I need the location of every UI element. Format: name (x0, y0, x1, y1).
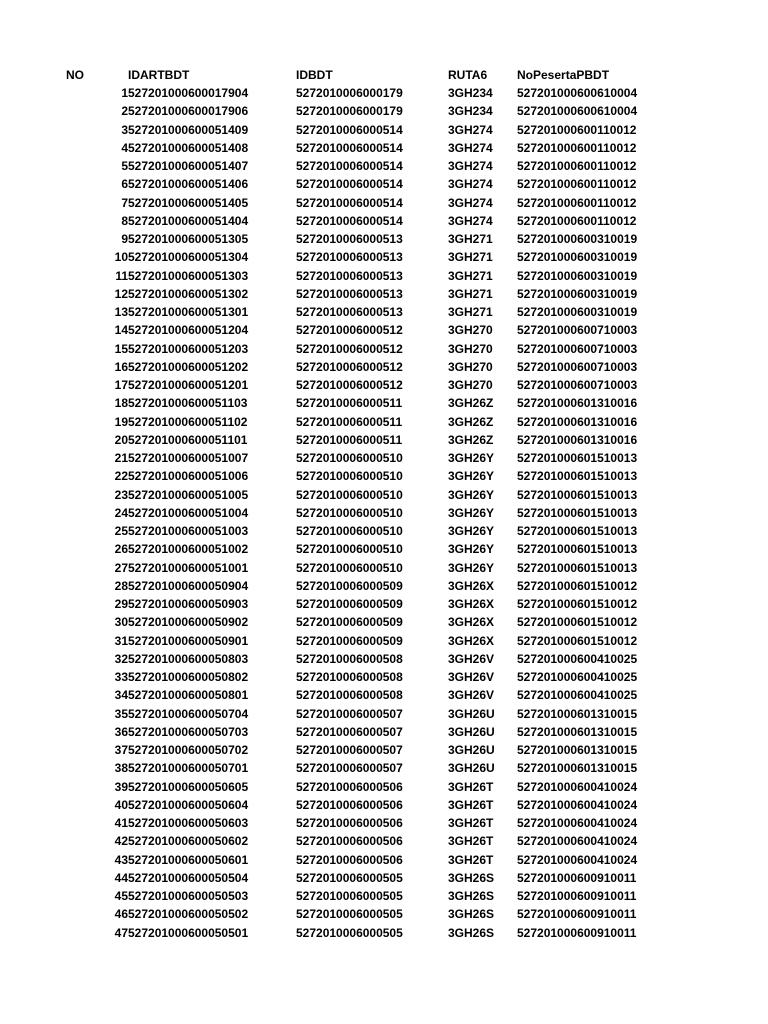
cell-idbdt: 5272010006000511 (296, 414, 403, 429)
cell-idbdt: 5272010006000514 (296, 177, 403, 192)
cell-nopesertapbdt: 527201000600110012 (517, 177, 637, 192)
cell-ruta6: 3GH26U (448, 743, 495, 757)
cell-idbdt: 5272010006000512 (296, 378, 403, 392)
table-row (0, 613, 768, 631)
cell-ruta6: 3GH274 (448, 122, 493, 137)
header-idartbdt: IDARTBDT (128, 68, 190, 82)
cell-ruta6: 3GH271 (448, 305, 493, 319)
cell-nopesertapbdt: 527201000601510013 (517, 524, 638, 538)
cell-ruta6: 3GH270 (448, 359, 493, 374)
table-row (0, 230, 768, 248)
cell-no: 42 (114, 834, 128, 849)
cell-idbdt: 5272010006000509 (296, 597, 403, 611)
table-row (0, 248, 768, 266)
cell-idartbdt: 527201000600051005 (128, 487, 249, 502)
cell-idbdt: 5272010006000507 (296, 724, 403, 739)
cell-ruta6: 3GH234 (448, 86, 493, 100)
cell-idartbdt: 527201000600051004 (128, 505, 249, 520)
cell-ruta6: 3GH26V (448, 670, 495, 684)
cell-ruta6: 3GH26Z (448, 414, 494, 429)
cell-idartbdt: 527201000600051408 (128, 140, 249, 155)
cell-ruta6: 3GH26S (448, 907, 495, 922)
cell-ruta6: 3GH270 (448, 378, 493, 392)
cell-nopesertapbdt: 527201000600110012 (517, 195, 637, 210)
cell-nopesertapbdt: 527201000600610004 (517, 86, 638, 100)
cell-idbdt: 5272010006000505 (296, 907, 403, 922)
cell-idartbdt: 527201000600050601 (128, 852, 249, 867)
cell-ruta6: 3GH274 (448, 159, 493, 173)
cell-idartbdt: 527201000600051006 (128, 469, 249, 484)
cell-idartbdt: 527201000600051102 (128, 414, 248, 429)
cell-no: 6 (121, 177, 128, 192)
cell-ruta6: 3GH26X (448, 615, 495, 630)
cell-idartbdt: 527201000600051204 (128, 323, 249, 338)
cell-ruta6: 3GH26V (448, 651, 495, 666)
cell-idartbdt: 527201000600050704 (128, 706, 249, 721)
cell-nopesertapbdt: 527201000601510013 (517, 487, 638, 502)
cell-idartbdt: 527201000600050602 (128, 834, 249, 849)
cell-idartbdt: 527201000600051202 (128, 359, 249, 374)
cell-ruta6: 3GH26Y (448, 560, 495, 575)
cell-no: 8 (121, 213, 128, 228)
cell-idbdt: 5272010006000506 (296, 816, 403, 830)
cell-idartbdt: 527201000600051001 (128, 560, 249, 575)
cell-idartbdt: 527201000600051201 (128, 378, 249, 392)
cell-nopesertapbdt: 527201000601510012 (517, 615, 638, 630)
cell-idartbdt: 527201000600050501 (128, 925, 249, 940)
cell-no: 25 (114, 524, 128, 538)
cell-nopesertapbdt: 527201000600910011 (517, 925, 637, 940)
cell-no: 2 (121, 104, 128, 119)
cell-idartbdt: 527201000600050803 (128, 651, 249, 666)
cell-no: 23 (114, 487, 128, 502)
table-row (0, 175, 768, 193)
table-row (0, 84, 768, 102)
cell-ruta6: 3GH26Z (448, 396, 494, 411)
cell-no: 5 (121, 159, 128, 173)
cell-ruta6: 3GH26V (448, 688, 495, 703)
cell-nopesertapbdt: 527201000601510013 (517, 469, 638, 484)
cell-no: 12 (114, 286, 128, 301)
cell-ruta6: 3GH26T (448, 797, 494, 812)
cell-ruta6: 3GH26X (448, 597, 495, 611)
header-nopesertapbdt: NoPesertaPBDT (517, 68, 610, 82)
cell-nopesertapbdt: 527201000600410024 (517, 797, 638, 812)
cell-idartbdt: 527201000600050603 (128, 816, 249, 830)
cell-no: 45 (114, 889, 128, 903)
cell-no: 16 (114, 359, 128, 374)
cell-idbdt: 5272010006000510 (296, 451, 403, 465)
table-row (0, 285, 768, 303)
cell-idbdt: 5272010006000511 (296, 432, 403, 447)
cell-nopesertapbdt: 527201000601310015 (517, 743, 638, 757)
table-row (0, 632, 768, 650)
table-row (0, 394, 768, 412)
cell-idartbdt: 527201000600051003 (128, 524, 249, 538)
table-row (0, 905, 768, 923)
cell-idbdt: 5272010006000505 (296, 925, 403, 940)
cell-nopesertapbdt: 527201000600910011 (517, 889, 637, 903)
cell-nopesertapbdt: 527201000601310015 (517, 724, 638, 739)
cell-no: 33 (114, 670, 128, 684)
table-row (0, 650, 768, 668)
cell-nopesertapbdt: 527201000600110012 (517, 213, 637, 228)
cell-idbdt: 5272010006000508 (296, 651, 403, 666)
cell-idbdt: 5272010006000512 (296, 341, 403, 356)
cell-idbdt: 5272010006000510 (296, 524, 403, 538)
cell-no: 34 (114, 688, 128, 703)
table-row (0, 102, 768, 120)
cell-no: 38 (114, 761, 128, 776)
cell-idbdt: 5272010006000506 (296, 779, 403, 794)
cell-nopesertapbdt: 527201000600310019 (517, 232, 638, 246)
cell-nopesertapbdt: 527201000601310016 (517, 414, 638, 429)
cell-no: 37 (114, 743, 128, 757)
cell-ruta6: 3GH271 (448, 286, 493, 301)
cell-ruta6: 3GH271 (448, 268, 493, 283)
cell-no: 40 (114, 797, 128, 812)
table-row (0, 924, 768, 942)
cell-no: 36 (114, 724, 128, 739)
cell-no: 28 (114, 578, 128, 593)
cell-no: 9 (121, 232, 128, 246)
cell-no: 1 (121, 86, 128, 100)
cell-ruta6: 3GH26Y (448, 524, 495, 538)
table-row (0, 540, 768, 558)
table-row (0, 303, 768, 321)
cell-no: 30 (114, 615, 128, 630)
cell-idbdt: 5272010006000514 (296, 122, 403, 137)
table-body (0, 84, 768, 942)
cell-idartbdt: 527201000600051002 (128, 542, 249, 557)
cell-idbdt: 5272010006000510 (296, 487, 403, 502)
table-row (0, 121, 768, 139)
cell-nopesertapbdt: 527201000600410024 (517, 834, 638, 849)
cell-ruta6: 3GH26S (448, 925, 495, 940)
cell-no: 7 (121, 195, 128, 210)
table-row (0, 705, 768, 723)
cell-ruta6: 3GH274 (448, 213, 493, 228)
cell-no: 3 (121, 122, 128, 137)
cell-idartbdt: 527201000600051303 (128, 268, 249, 283)
cell-idbdt: 5272010006000509 (296, 578, 403, 593)
cell-nopesertapbdt: 527201000600310019 (517, 305, 638, 319)
cell-nopesertapbdt: 527201000600410024 (517, 779, 638, 794)
cell-ruta6: 3GH26T (448, 834, 494, 849)
cell-no: 35 (114, 706, 128, 721)
cell-ruta6: 3GH271 (448, 232, 493, 246)
cell-nopesertapbdt: 527201000601310016 (517, 396, 638, 411)
cell-idartbdt: 527201000600017906 (128, 104, 249, 119)
cell-idartbdt: 527201000600050802 (128, 670, 249, 684)
cell-idbdt: 5272010006000508 (296, 688, 403, 703)
cell-idbdt: 5272010006000514 (296, 159, 403, 173)
cell-no: 46 (114, 907, 128, 922)
cell-ruta6: 3GH26Z (448, 432, 494, 447)
cell-nopesertapbdt: 527201000600710003 (517, 359, 638, 374)
cell-nopesertapbdt: 527201000600310019 (517, 286, 638, 301)
cell-nopesertapbdt: 527201000600410024 (517, 816, 638, 830)
cell-no: 17 (114, 378, 128, 392)
cell-idbdt: 5272010006000514 (296, 140, 403, 155)
cell-no: 39 (114, 779, 128, 794)
table-row (0, 321, 768, 339)
cell-no: 14 (114, 323, 128, 338)
cell-ruta6: 3GH26X (448, 633, 495, 648)
cell-idbdt: 5272010006000510 (296, 505, 403, 520)
header-no: NO (66, 68, 84, 82)
cell-idartbdt: 527201000600017904 (128, 86, 249, 100)
cell-nopesertapbdt: 527201000601510013 (517, 451, 638, 465)
table-row (0, 686, 768, 704)
cell-idartbdt: 527201000600050604 (128, 797, 249, 812)
cell-ruta6: 3GH26Y (448, 451, 495, 465)
cell-no: 13 (114, 305, 128, 319)
cell-idartbdt: 527201000600050503 (128, 889, 249, 903)
cell-nopesertapbdt: 527201000600110012 (517, 140, 637, 155)
cell-nopesertapbdt: 527201000601310015 (517, 706, 638, 721)
cell-idartbdt: 527201000600051302 (128, 286, 249, 301)
cell-nopesertapbdt: 527201000601310016 (517, 432, 638, 447)
header-row (0, 66, 768, 84)
cell-idartbdt: 527201000600050605 (128, 779, 249, 794)
cell-no: 18 (114, 396, 128, 411)
cell-no: 31 (114, 633, 128, 648)
cell-nopesertapbdt: 527201000600110012 (517, 159, 637, 173)
cell-nopesertapbdt: 527201000600410025 (517, 688, 638, 703)
table-row (0, 139, 768, 157)
cell-idartbdt: 527201000600050702 (128, 743, 249, 757)
cell-ruta6: 3GH26Y (448, 505, 495, 520)
cell-idartbdt: 527201000600050502 (128, 907, 249, 922)
cell-idartbdt: 527201000600051101 (128, 432, 248, 447)
cell-nopesertapbdt: 527201000600610004 (517, 104, 638, 119)
table-row (0, 577, 768, 595)
cell-idbdt: 5272010006000513 (296, 232, 403, 246)
table-row (0, 431, 768, 449)
cell-nopesertapbdt: 527201000600910011 (517, 907, 637, 922)
cell-idbdt: 5272010006000179 (296, 104, 403, 119)
cell-no: 47 (114, 925, 128, 940)
cell-no: 44 (114, 870, 128, 885)
table-row (0, 267, 768, 285)
table-row (0, 212, 768, 230)
cell-idbdt: 5272010006000179 (296, 86, 403, 100)
cell-idbdt: 5272010006000506 (296, 797, 403, 812)
table-row (0, 358, 768, 376)
cell-nopesertapbdt: 527201000600910011 (517, 870, 637, 885)
table-row (0, 504, 768, 522)
cell-idbdt: 5272010006000512 (296, 359, 403, 374)
cell-ruta6: 3GH234 (448, 104, 493, 119)
cell-idartbdt: 527201000600050904 (128, 578, 249, 593)
cell-idartbdt: 527201000600051406 (128, 177, 249, 192)
cell-ruta6: 3GH26U (448, 724, 495, 739)
cell-idbdt: 5272010006000514 (296, 195, 403, 210)
cell-no: 10 (114, 250, 128, 265)
cell-idbdt: 5272010006000513 (296, 305, 403, 319)
cell-no: 4 (121, 140, 128, 155)
cell-idartbdt: 527201000600051404 (128, 213, 249, 228)
cell-idbdt: 5272010006000505 (296, 870, 403, 885)
cell-idbdt: 5272010006000510 (296, 542, 403, 557)
table-row (0, 559, 768, 577)
cell-ruta6: 3GH26T (448, 816, 494, 830)
cell-ruta6: 3GH26U (448, 761, 495, 776)
cell-idartbdt: 527201000600051409 (128, 122, 249, 137)
header-idbdt: IDBDT (296, 68, 333, 82)
cell-nopesertapbdt: 527201000600410025 (517, 651, 638, 666)
cell-idartbdt: 527201000600051301 (128, 305, 249, 319)
cell-nopesertapbdt: 527201000600310019 (517, 250, 638, 265)
table-row (0, 522, 768, 540)
cell-ruta6: 3GH274 (448, 177, 493, 192)
cell-ruta6: 3GH274 (448, 140, 493, 155)
table-row (0, 376, 768, 394)
cell-idartbdt: 527201000600051405 (128, 195, 249, 210)
cell-no: 29 (114, 597, 128, 611)
cell-ruta6: 3GH271 (448, 250, 493, 265)
cell-no: 11 (115, 268, 128, 283)
cell-idartbdt: 527201000600050901 (128, 633, 249, 648)
cell-idbdt: 5272010006000513 (296, 250, 403, 265)
cell-idartbdt: 527201000600051203 (128, 341, 249, 356)
cell-idartbdt: 527201000600051103 (128, 396, 248, 411)
cell-nopesertapbdt: 527201000600310019 (517, 268, 638, 283)
cell-idbdt: 5272010006000506 (296, 852, 403, 867)
cell-idartbdt: 527201000600050903 (128, 597, 249, 611)
cell-nopesertapbdt: 527201000601510012 (517, 597, 638, 611)
cell-idartbdt: 527201000600051007 (128, 451, 249, 465)
cell-idbdt: 5272010006000509 (296, 615, 403, 630)
cell-idbdt: 5272010006000510 (296, 560, 403, 575)
table-row (0, 486, 768, 504)
cell-ruta6: 3GH26T (448, 852, 494, 867)
cell-idartbdt: 527201000600051407 (128, 159, 249, 173)
cell-idbdt: 5272010006000510 (296, 469, 403, 484)
cell-no: 41 (114, 816, 128, 830)
cell-ruta6: 3GH26S (448, 889, 495, 903)
cell-ruta6: 3GH270 (448, 323, 493, 338)
cell-idbdt: 5272010006000507 (296, 761, 403, 776)
cell-no: 27 (114, 560, 128, 575)
cell-idbdt: 5272010006000511 (296, 396, 403, 411)
cell-ruta6: 3GH26Y (448, 469, 495, 484)
cell-no: 26 (114, 542, 128, 557)
cell-no: 21 (114, 451, 128, 465)
cell-idartbdt: 527201000600051305 (128, 232, 249, 246)
table-row (0, 741, 768, 759)
table-row (0, 832, 768, 850)
cell-idbdt: 5272010006000513 (296, 286, 403, 301)
cell-idbdt: 5272010006000514 (296, 213, 403, 228)
cell-nopesertapbdt: 527201000600110012 (517, 122, 637, 137)
cell-idbdt: 5272010006000505 (296, 889, 403, 903)
table-row (0, 851, 768, 869)
table-row (0, 814, 768, 832)
table-row (0, 595, 768, 613)
cell-no: 43 (114, 852, 128, 867)
cell-ruta6: 3GH26Y (448, 487, 495, 502)
table-row (0, 467, 768, 485)
cell-nopesertapbdt: 527201000600410024 (517, 852, 638, 867)
cell-nopesertapbdt: 527201000600410025 (517, 670, 638, 684)
cell-idbdt: 5272010006000508 (296, 670, 403, 684)
cell-nopesertapbdt: 527201000601510013 (517, 542, 638, 557)
cell-idbdt: 5272010006000506 (296, 834, 403, 849)
cell-idartbdt: 527201000600050801 (128, 688, 249, 703)
cell-idartbdt: 527201000600050902 (128, 615, 249, 630)
cell-ruta6: 3GH274 (448, 195, 493, 210)
cell-ruta6: 3GH26Y (448, 542, 495, 557)
cell-no: 22 (114, 469, 128, 484)
cell-idartbdt: 527201000600051304 (128, 250, 249, 265)
table-row (0, 157, 768, 175)
cell-no: 19 (114, 414, 128, 429)
cell-nopesertapbdt: 527201000601510012 (517, 578, 638, 593)
cell-idbdt: 5272010006000512 (296, 323, 403, 338)
table-row (0, 796, 768, 814)
cell-nopesertapbdt: 527201000600710003 (517, 378, 638, 392)
table-row (0, 887, 768, 905)
cell-nopesertapbdt: 527201000601510013 (517, 505, 638, 520)
cell-idbdt: 5272010006000509 (296, 633, 403, 648)
table-row (0, 340, 768, 358)
table-row (0, 449, 768, 467)
table-row (0, 759, 768, 777)
cell-no: 15 (114, 341, 128, 356)
cell-ruta6: 3GH26U (448, 706, 495, 721)
cell-ruta6: 3GH270 (448, 341, 493, 356)
table-row (0, 413, 768, 431)
table-row (0, 869, 768, 887)
cell-nopesertapbdt: 527201000601510012 (517, 633, 638, 648)
cell-no: 24 (114, 505, 128, 520)
cell-no: 20 (114, 432, 128, 447)
cell-nopesertapbdt: 527201000600710003 (517, 341, 638, 356)
cell-idartbdt: 527201000600050701 (128, 761, 249, 776)
cell-nopesertapbdt: 527201000601310015 (517, 761, 638, 776)
cell-idartbdt: 527201000600050703 (128, 724, 249, 739)
cell-idbdt: 5272010006000507 (296, 743, 403, 757)
cell-ruta6: 3GH26S (448, 870, 495, 885)
cell-nopesertapbdt: 527201000600710003 (517, 323, 638, 338)
cell-idbdt: 5272010006000507 (296, 706, 403, 721)
cell-idbdt: 5272010006000513 (296, 268, 403, 283)
cell-no: 32 (114, 651, 128, 666)
cell-ruta6: 3GH26X (448, 578, 495, 593)
table-row (0, 194, 768, 212)
cell-nopesertapbdt: 527201000601510013 (517, 560, 638, 575)
cell-ruta6: 3GH26T (448, 779, 494, 794)
cell-idartbdt: 527201000600050504 (128, 870, 249, 885)
table-row (0, 723, 768, 741)
table-row (0, 778, 768, 796)
table-row (0, 668, 768, 686)
header-ruta6: RUTA6 (448, 68, 488, 82)
